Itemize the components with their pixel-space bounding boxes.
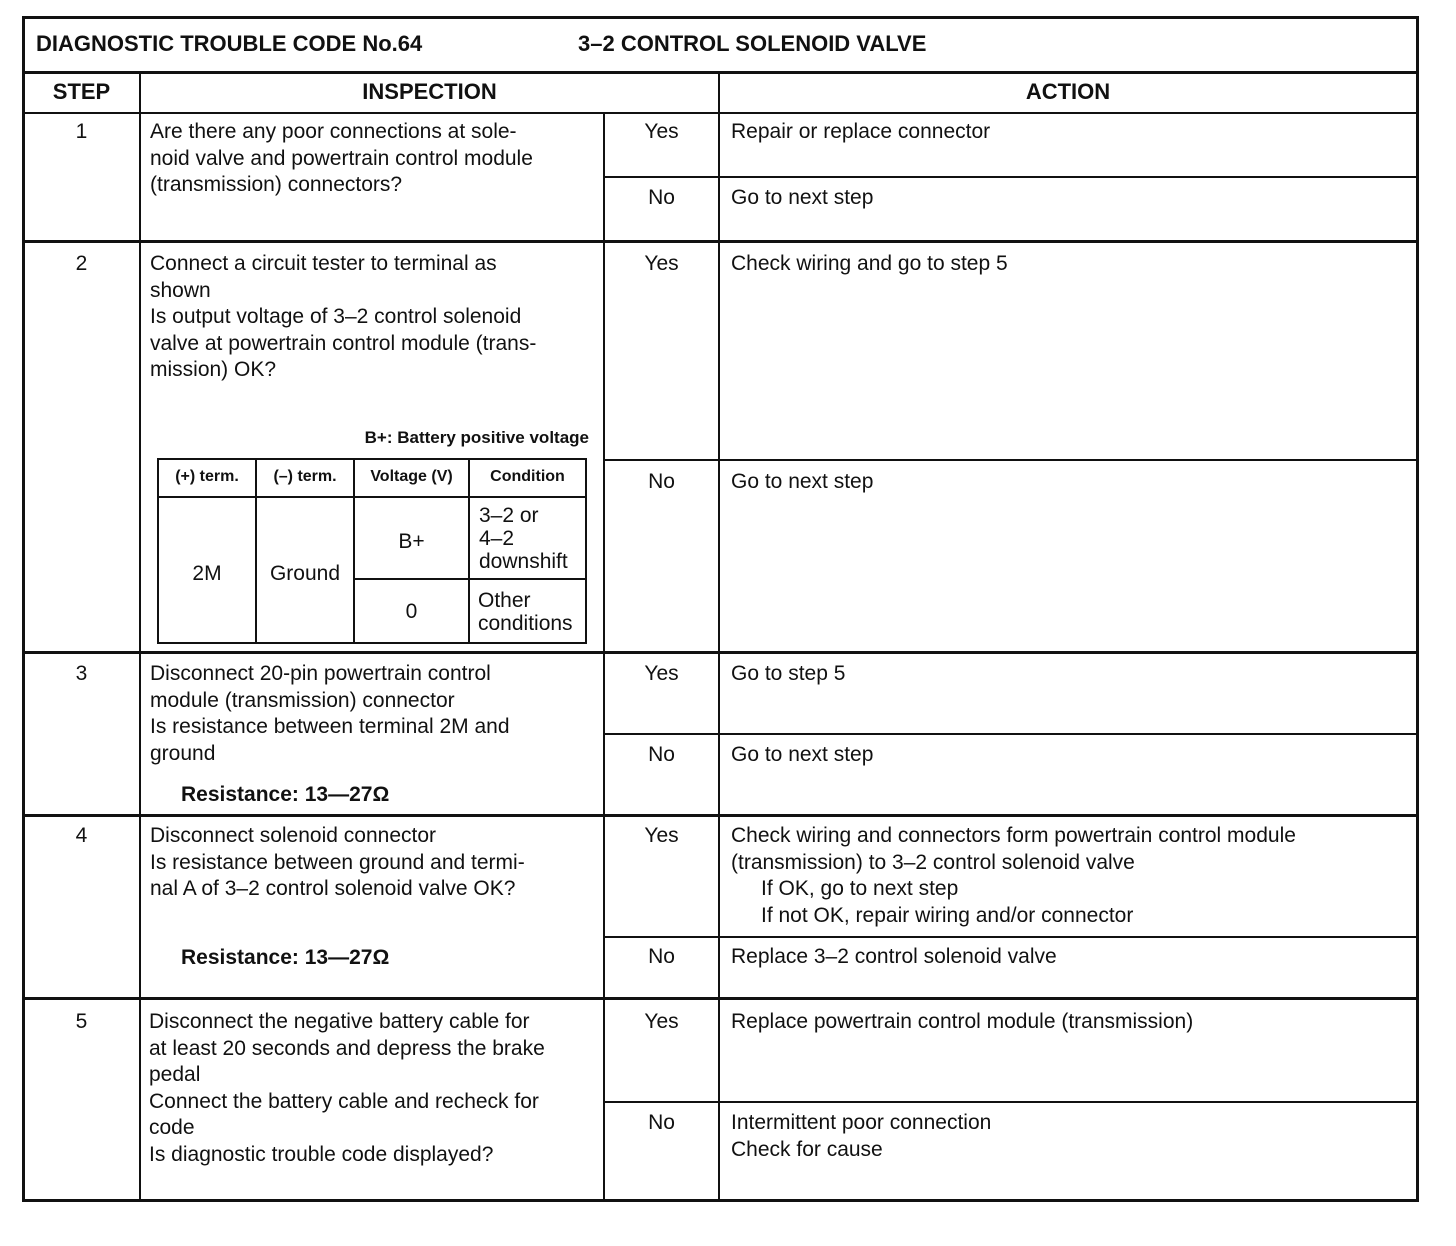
voltage-table-condition: Other conditions: [478, 589, 573, 635]
yes-label: Yes: [644, 252, 679, 275]
column-header-inspection: INSPECTION: [362, 79, 497, 104]
no-label: No: [648, 945, 675, 968]
yes-action: Replace powertrain control module (transmission): [731, 1010, 1194, 1033]
inspection-text: Disconnect 20-pin powertrain control module (transmission) connector Is resistance between terminal 2M and ground: [150, 662, 510, 765]
voltage-table-voltage: 0: [405, 600, 418, 623]
battery-voltage-note: B+: Battery positive voltage: [364, 428, 589, 447]
no-label: No: [648, 186, 675, 209]
no-action: Go to next step: [731, 743, 874, 766]
yes-label: Yes: [644, 824, 679, 847]
step-number: 3: [75, 662, 88, 685]
voltage-table-header-minus: (–) term.: [273, 468, 337, 485]
step-number: 2: [75, 252, 88, 275]
trouble-code-label: DIAGNOSTIC TROUBLE CODE No.64: [36, 31, 423, 56]
yes-action: Check wiring and go to step 5: [731, 252, 1008, 275]
no-label: No: [648, 1111, 675, 1134]
step-number: 5: [75, 1010, 88, 1033]
trouble-code-title: 3–2 CONTROL SOLENOID VALVE: [578, 31, 927, 56]
step-number: 4: [75, 824, 88, 847]
yes-label: Yes: [644, 120, 679, 143]
yes-label: Yes: [644, 1010, 679, 1033]
column-header-step: STEP: [52, 79, 111, 104]
inspection-text: Connect a circuit tester to terminal as shown Is output voltage of 3–2 control solenoid valve at powertrain control module (trans- mission) OK?: [150, 252, 537, 381]
yes-label: Yes: [644, 662, 679, 685]
no-action: Go to next step: [731, 470, 874, 493]
inspection-text: Are there any poor connections at sole- noid valve and powertrain control module (transmission) connectors?: [150, 120, 533, 196]
voltage-table-header-plus: (+) term.: [175, 468, 239, 485]
voltage-table-minus-term: Ground: [269, 562, 341, 585]
yes-action: Repair or replace connector: [731, 120, 991, 143]
yes-action: Check wiring and connectors form powertrain control module (transmission) to 3–2 control solenoid valve If OK, go to next step If not OK, repair wiring and/or connector: [731, 824, 1296, 927]
voltage-table-header-voltage: Voltage (V): [370, 468, 453, 485]
yes-action: Go to step 5: [731, 662, 846, 685]
no-label: No: [648, 470, 675, 493]
inspection-text: Disconnect the negative battery cable for at least 20 seconds and depress the brake pedal Connect the battery cable and recheck for code Is diagnostic trouble code displayed?: [149, 1010, 545, 1166]
no-label: No: [648, 743, 675, 766]
step-number: 1: [75, 120, 88, 143]
no-action: Intermittent poor connection Check for cause: [731, 1111, 992, 1161]
inspection-text: Disconnect solenoid connector Is resistance between ground and termi- nal A of 3–2 control solenoid valve OK?: [150, 824, 525, 900]
no-action: Go to next step: [731, 186, 874, 209]
no-action: Replace 3–2 control solenoid valve: [731, 945, 1057, 968]
column-header-action: ACTION: [1025, 79, 1111, 104]
resistance-spec: Resistance: 13—27Ω: [181, 946, 390, 969]
voltage-table-plus-term: 2M: [192, 562, 222, 585]
voltage-table-header-condition: Condition: [490, 468, 565, 485]
voltage-table-condition: 3–2 or 4–2 downshift: [479, 504, 568, 573]
resistance-spec: Resistance: 13—27Ω: [181, 783, 390, 806]
voltage-table-voltage: B+: [398, 530, 425, 553]
